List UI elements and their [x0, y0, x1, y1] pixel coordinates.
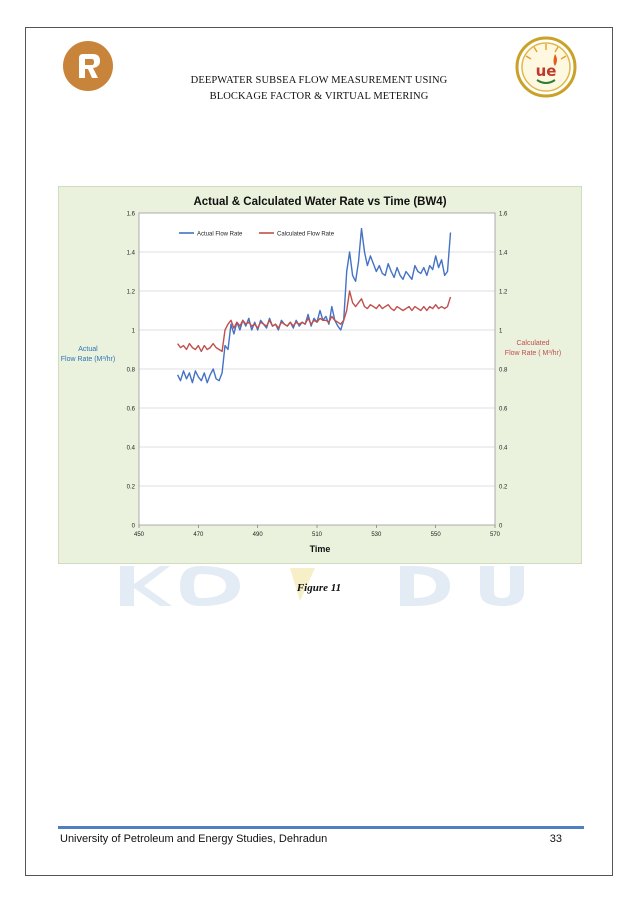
x-tick-label: 510 [311, 532, 323, 538]
x-tick-label: 450 [133, 532, 145, 538]
x-tick-label: 470 [193, 532, 204, 538]
y-tick-label-left: 0.8 [126, 367, 135, 374]
chart [58, 186, 582, 564]
watermark-logo [100, 556, 540, 606]
y-tick-label-left: 0 [131, 523, 135, 530]
upes-logo-text: ue [535, 62, 557, 80]
y-tick-label-right: 1 [499, 328, 503, 335]
footer-institution: University of Petroleum and Energy Studies, Dehradun [60, 833, 328, 845]
y-tick-label-right: 0.4 [499, 445, 508, 452]
y-tick-label-right: 1.4 [499, 250, 508, 257]
upes-logo-icon [515, 36, 577, 98]
chart-svg [58, 186, 582, 564]
x-axis-label: Time [309, 544, 331, 554]
y-tick-label-right: 1.6 [499, 211, 508, 218]
right-axis-label-line-2: Flow Rate ( M³/hr) [504, 350, 562, 357]
y-tick-label-left: 0.2 [126, 484, 135, 491]
y-tick-label-left: 0.4 [126, 445, 135, 452]
legend-label-calculated: Calculated Flow Rate [277, 231, 335, 238]
y-tick-label-right: 0.6 [499, 406, 508, 413]
x-tick-label: 550 [430, 532, 441, 538]
x-tick-label: 530 [371, 532, 382, 538]
y-tick-label-right: 0 [499, 523, 503, 530]
figure-caption: Figure 11 [296, 582, 342, 594]
y-tick-label-left: 1 [131, 328, 135, 335]
left-axis-label-line-2: Flow Rate (M³/hr) [60, 356, 116, 363]
legend-label-actual: Actual Flow Rate [197, 231, 243, 238]
header-title-line-2: BLOCKAGE FACTOR & VIRTUAL METERING [209, 91, 429, 102]
page-number: 33 [549, 833, 562, 845]
footer-rule [58, 826, 584, 829]
y-tick-label-left: 0.6 [126, 406, 135, 413]
header-title-line-1: DEEPWATER SUBSEA FLOW MEASUREMENT USING [190, 75, 448, 86]
right-axis-label-line-1: Calculated [516, 340, 550, 347]
chart-title: Actual & Calculated Water Rate vs Time (BW4) [193, 196, 447, 208]
y-tick-label-left: 1.6 [126, 211, 135, 218]
y-tick-label-right: 1.2 [499, 289, 508, 296]
left-axis-label-line-1: Actual [78, 346, 98, 353]
y-tick-label-right: 0.8 [499, 367, 508, 374]
x-tick-label: 570 [489, 532, 501, 538]
y-tick-label-left: 1.4 [126, 250, 135, 257]
y-tick-label-right: 0.2 [499, 484, 508, 491]
y-tick-label-left: 1.2 [126, 289, 135, 296]
x-tick-label: 490 [252, 532, 263, 538]
